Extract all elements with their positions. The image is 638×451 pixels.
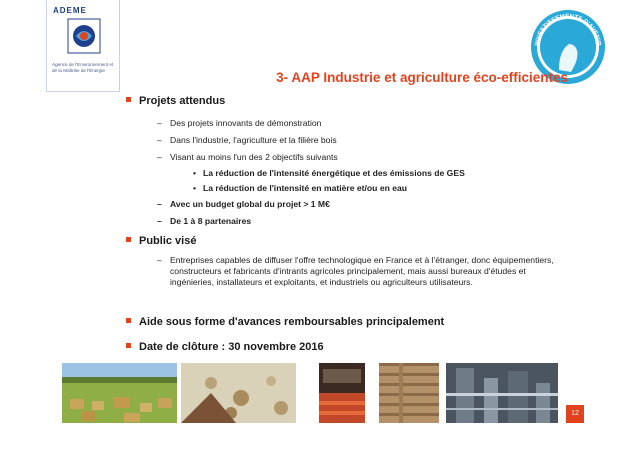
sub-list-item: • La réduction de l'intensité en matière et/ou en eau	[193, 183, 408, 193]
public-description: – Entreprises capables de diffuser l'offre technologique en France et à l'étranger, donc équipementiers, constructeurs et fabricants d'intrants agricoles principalement, mais aussi bureaux d'études et ingénieries, installateurs et exploitants, et industriels ou agriculteurs utilisateurs.	[157, 255, 554, 287]
section-heading-cloture: Date de clôture : 30 novembre 2016	[126, 341, 324, 353]
ademe-logo	[46, 0, 120, 92]
photo-cardboard-stack	[379, 363, 439, 423]
slide-title: 3- AAP Industrie et agriculture éco-efficientes	[276, 70, 568, 85]
square-bullet-icon	[126, 343, 131, 348]
section-heading-projets: Projets attendus	[126, 95, 225, 107]
sub-list-item: • La réduction de l'intensité énergétique et des émissions de GES	[193, 168, 465, 178]
list-item: – Des projets innovants de démonstration	[157, 118, 322, 128]
photo-wood-chips	[181, 363, 296, 423]
section-heading-public: Public visé	[126, 235, 196, 247]
list-item: – Avec un budget global du projet > 1 M€	[157, 199, 330, 209]
photo-hay-field	[62, 363, 177, 423]
badge-text: INVESTISSEMENTS D'AVENIR	[534, 12, 603, 47]
section-heading-aide: Aide sous forme d'avances remboursables principalement	[126, 316, 444, 328]
photo-industrial-bottles	[319, 363, 365, 423]
square-bullet-icon	[126, 237, 131, 242]
photo-industrial-plant	[446, 363, 558, 423]
ademe-emblem-icon	[67, 18, 101, 54]
list-item: – De 1 à 8 partenaires	[157, 216, 252, 226]
square-bullet-icon	[126, 97, 131, 102]
ademe-logo-text: ADEME	[53, 6, 87, 15]
square-bullet-icon	[126, 318, 131, 323]
list-item: – Dans l'industrie, l'agriculture et la filière bois	[157, 135, 337, 145]
list-item: – Visant au moins l'un des 2 objectifs suivants	[157, 152, 338, 162]
page-number: 12	[566, 405, 584, 423]
ademe-logo-subtitle: Agence de l'Environnement et de la Maîtrise de l'Énergie	[52, 62, 114, 73]
